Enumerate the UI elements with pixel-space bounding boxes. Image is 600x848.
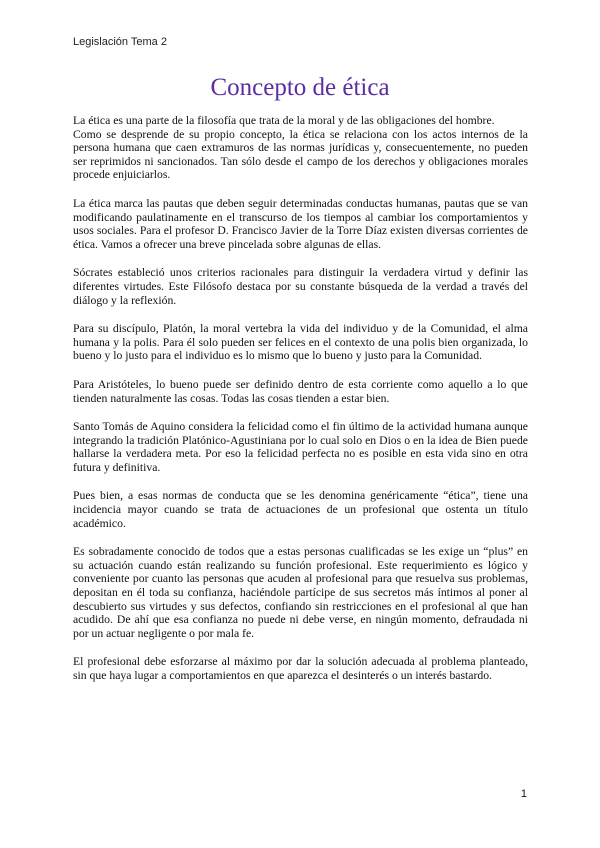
paragraph-text: Es sobradamente conocido de todos que a estas personas cualificadas se les exige un “plus” en su actuación cuando están realizando su función profesional. Este requerimiento es lógico y conveniente por cuanto las personas que acuden al profesional para que resuelva sus problemas, depositan en él toda su confianza, haciéndole partícipe de sus secretos más íntimos al poner al descubierto sus virtudes y sus defectos, confiando sin restricciones en el profesional al que han acudido. De ahí que esa confianza no puede ni debe verse, en ningún momento, defraudada ni por un actuar negligente o por mala fe. bbox=[73, 545, 528, 640]
paragraph-text: Sócrates estableció unos criterios racionales para distinguir la verdadera virtud y definir las diferentes virtudes. Este Filósofo destaca por su constante búsqueda de la verdad a través del diálogo y la reflexión. bbox=[73, 266, 528, 307]
paragraph-text: Para Aristóteles, lo bueno puede ser definido dentro de esta corriente como aquello a lo que tienden naturalmente las cosas. Todas las cosas tienden a estar bien. bbox=[73, 377, 528, 405]
paragraph-text: Como se desprende de su propio concepto, la ética se relaciona con los actos internos de la persona humana que caen extramuros de las normas jurídicas y, consecuentemente, no pueden ser reprimidos ni sancionados. Tan sólo desde el campo de los derechos y obligaciones morales procede enjuiciarlos. bbox=[73, 127, 528, 182]
paragraph-socrates bbox=[73, 266, 528, 307]
page-number: 1 bbox=[520, 788, 527, 800]
paragraph-normas bbox=[73, 489, 528, 530]
document-body bbox=[73, 114, 528, 698]
paragraph-text: Para su discípulo, Platón, la moral vertebra la vida del individuo y de la Comunidad, el alma humana y la polis. Para él solo pueden ser felices en el contexto de una polis bien organizada, lo bueno y lo justo para el individuo es lo mismo que lo bueno y justo para la Comunidad. bbox=[73, 322, 528, 363]
paragraph-text: La ética marca las pautas que deben seguir determinadas conductas humanas, pautas que se van modificando paulatinamente en el transcurso de los tiempos al cambiar los comportamientos y usos sociales. Para el profesor D. Francisco Javier de la Torre Díaz existen diversas corrientes de ética. Vamos a ofrecer una breve pincelada sobre algunas de ellas. bbox=[73, 196, 528, 251]
paragraph-aristoteles bbox=[73, 378, 528, 405]
paragraph-text: La ética es una parte de la filosofía que trata de la moral y de las obligaciones del hombre. bbox=[73, 114, 495, 127]
page-title: Concepto de ética bbox=[210, 74, 390, 101]
paragraph-pautas bbox=[73, 197, 528, 251]
paragraph-platon bbox=[73, 322, 528, 363]
paragraph-plus bbox=[73, 545, 528, 640]
paragraph-text: El profesional debe esforzarse al máximo por dar la solución adecuada al problema planteado, sin que haya lugar a comportamientos en que aparezca el desinterés o un interés bastardo. bbox=[73, 655, 528, 682]
paragraph-text: Pues bien, a esas normas de conducta que se les denomina genéricamente “ética”, tiene una incidencia mayor cuando se trata de actuaciones de un profesional que ostenta un título académico. bbox=[73, 489, 528, 530]
page-header: Legislación Tema 2 bbox=[73, 36, 167, 48]
paragraph-profesional bbox=[73, 655, 528, 682]
paragraph-santo-tomas bbox=[73, 420, 528, 474]
paragraph-definition bbox=[73, 114, 528, 182]
paragraph-text: Santo Tomás de Aquino considera la felicidad como el fin último de la actividad humana aunque integrando la tradición Platónico-Agustiniana por lo cual solo en Dios o en la idea de Bien puede hallarse la verdadera meta. Por eso la felicidad perfecta no es posible en esta vida sino en otra futura y definitiva. bbox=[73, 420, 528, 474]
